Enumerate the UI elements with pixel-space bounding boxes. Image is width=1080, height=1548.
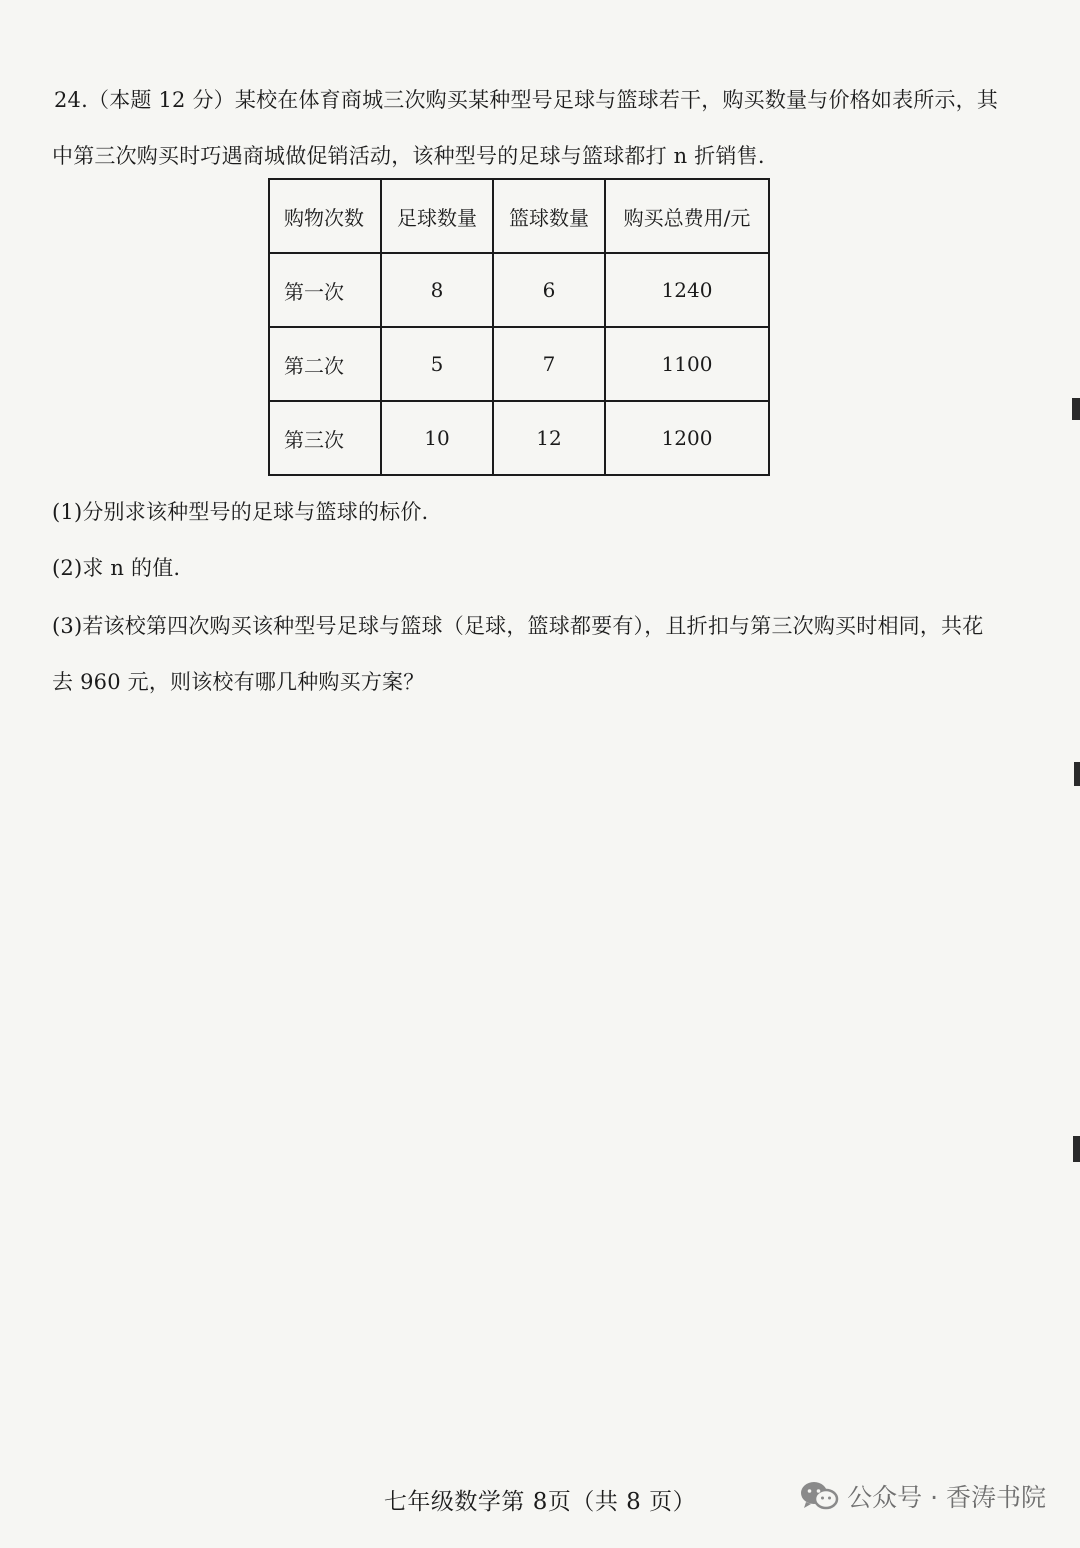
question-1: (1)分别求该种型号的足球与篮球的标价. [52,500,429,524]
table-cell: 5 [381,327,493,401]
table-cell: 7 [493,327,605,401]
question-3-line-1: (3)若该校第四次购买该种型号足球与篮球（足球，篮球都要有），且折扣与第三次购买时相同，共花 [52,614,984,638]
header-cell: 购物次数 [269,179,381,253]
table-row [269,253,769,327]
scan-edge-mark [1072,398,1080,420]
wechat-icon [799,1480,839,1512]
table-cell: 1200 [605,401,769,475]
table-cell: 第一次 [269,253,381,327]
watermark-text: 公众号 · 香涛书院 [847,1483,1046,1512]
table-row [269,327,769,401]
table-row [269,401,769,475]
scan-edge-mark [1074,762,1080,786]
watermark [799,1478,1046,1514]
table-cell: 8 [381,253,493,327]
page-footer: 七年级数学第 8页（共 8 页） [383,1489,697,1515]
header-cell: 足球数量 [381,179,493,253]
header-cell: 购买总费用/元 [605,179,769,253]
table-cell: 1240 [605,253,769,327]
question-3-line-2: 去 960 元，则该校有哪几种购买方案？ [52,670,425,694]
table-cell: 第三次 [269,401,381,475]
table-cell: 第二次 [269,327,381,401]
question-2: (2)求 n 的值. [52,556,181,580]
scan-edge-mark [1073,1136,1080,1162]
problem-line-1: 24.（本题 12 分）某校在体育商城三次购买某种型号足球与篮球若干，购买数量与价格如表所示，其 [54,88,999,112]
purchase-table [268,178,770,476]
table-cell: 12 [493,401,605,475]
problem-line-2: 中第三次购买时巧遇商城做促销活动，该种型号的足球与篮球都打 n 折销售. [52,144,765,168]
header-cell: 篮球数量 [493,179,605,253]
table-cell: 1100 [605,327,769,401]
table-header-row [269,179,769,253]
table-cell: 6 [493,253,605,327]
table-cell: 10 [381,401,493,475]
